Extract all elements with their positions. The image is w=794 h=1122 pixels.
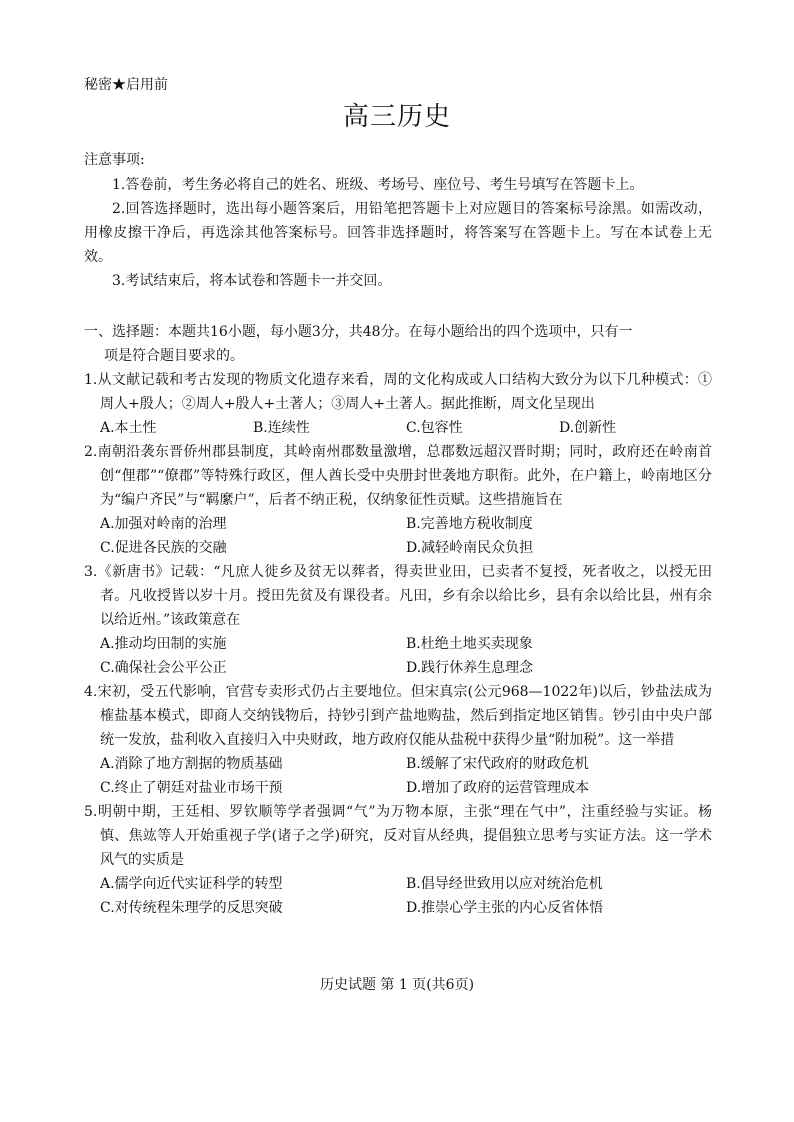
option-a: A.推动均田制的实施: [100, 636, 227, 652]
section-heading: [84, 320, 712, 368]
option-d: D.推崇心学主张的内心反省体悟: [406, 900, 604, 916]
option-b: B.倡导经世致用以应对统治危机: [406, 876, 603, 892]
option-c: C.包容性: [406, 420, 463, 436]
option-c: C.促进各民族的交融: [100, 540, 227, 556]
option-a: A.加强对岭南的治理: [100, 516, 227, 532]
question-4: [84, 680, 712, 800]
option-d: D.践行休养生息理念: [406, 660, 534, 676]
option-d: D.增加了政府的运营管理成本: [406, 780, 590, 796]
question-2: [84, 440, 712, 560]
question-stem: 3.《新唐书》记载：“凡庶人徙乡及贫无以葬者，得卖世业田，已卖者不复授，死者收之，以授无田者。凡收授皆以岁十月。授田先贫及有课役者。凡田，乡有余以给比乡，县有余以给比县，州有余以给近州。”该政策意在: [84, 564, 712, 628]
option-a: A.消除了地方割据的物质基础: [100, 756, 283, 772]
option-c: C.确保社会公平公正: [100, 660, 227, 676]
question-stem: 2.南朝沿袭东晋侨州郡县制度，其岭南州郡数量激增，总郡数远超汉晋时期；同时，政府还在岭南首创“俚郡”“僚郡”等特殊行政区，俚人酋长受中央册封世袭地方职衔。此外，在户籍上，岭南地区分为“编户齐民”与“羁縻户”，后者不纳正税，仅纳象征性贡赋。这些措施旨在: [84, 444, 712, 508]
page-title: 高三历史: [342, 102, 451, 132]
question-stem: 1.从文献记载和考古发现的物质文化遗存来看，周的文化构成或人口结构大致分为以下几种模式：①周人+殷人；②周人+殷人+土著人；③周人+土著人。据此推断，周文化呈现出: [84, 372, 712, 412]
question-1: [84, 368, 712, 440]
confidential-mark: 秘密★启用前: [84, 77, 168, 93]
section-heading-text: 一、选择题：本题共16小题，每小题3分，共48分。在每小题给出的四个选项中，只有一: [84, 324, 633, 340]
choice-section: [84, 320, 712, 920]
notice-block: [84, 148, 712, 293]
option-list: [84, 632, 712, 680]
option-c: C.终止了朝廷对盐业市场干预: [100, 780, 283, 796]
option-a: A.本土性: [100, 420, 157, 436]
notice-item: 1.答卷前，考生务必将自己的姓名、班级、考场号、座位号、考生号填写在答题卡上。: [112, 177, 644, 193]
question-5: [84, 800, 712, 920]
option-list: [84, 752, 712, 800]
question-stem: 4.宋初，受五代影响，官营专卖形式仍占主要地位。但宋真宗(公元968—1022年)以后，钞盐法成为榷盐基本模式，即商人交纳钱物后，持钞引到产盐地购盐，然后到指定地区销售。钞引由中央户部统一发放，盐利收入直接归入中央财政，地方政府仅能从盐税中获得少量“附加税”。这一举措: [84, 684, 712, 748]
option-c: C.对传统程朱理学的反思突破: [100, 900, 283, 916]
question-3: [84, 560, 712, 680]
notice-heading: 注意事项:: [84, 152, 145, 168]
option-b: B.缓解了宋代政府的财政危机: [406, 756, 589, 772]
option-b: B.完善地方税收制度: [406, 516, 533, 532]
question-stem: 5.明朝中期，王廷相、罗钦顺等学者强调“气”为万物本原，主张“理在气中”，注重经验与实证。杨慎、焦竑等人开始重视子学(诸子之学)研究，反对盲从经典，提倡独立思考与实证方法。这一学术风气的实质是: [84, 804, 712, 868]
option-list: [84, 872, 712, 920]
option-list: [84, 512, 712, 560]
section-heading-continued: 项是符合题目要求的。: [104, 348, 244, 364]
option-d: D.减轻岭南民众负担: [406, 540, 534, 556]
notice-item: 2.回答选择题时，选出每小题答案后，用铅笔把答题卡上对应题目的答案标号涂黑。如需改动，用橡皮擦干净后，再选涂其他答案标号。回答非选择题时，将答案写在答题卡上。写在本试卷上无效。: [84, 201, 712, 265]
page-footer: 历史试题 第 1 页(共6页): [319, 977, 475, 993]
option-b: B.杜绝土地买卖现象: [406, 636, 533, 652]
option-a: A.儒学向近代实证科学的转型: [100, 876, 283, 892]
option-b: B.连续性: [253, 420, 310, 436]
notice-item: 3.考试结束后，将本试卷和答题卡一并交回。: [112, 273, 392, 289]
option-d: D.创新性: [559, 420, 617, 436]
option-list: [84, 416, 712, 440]
